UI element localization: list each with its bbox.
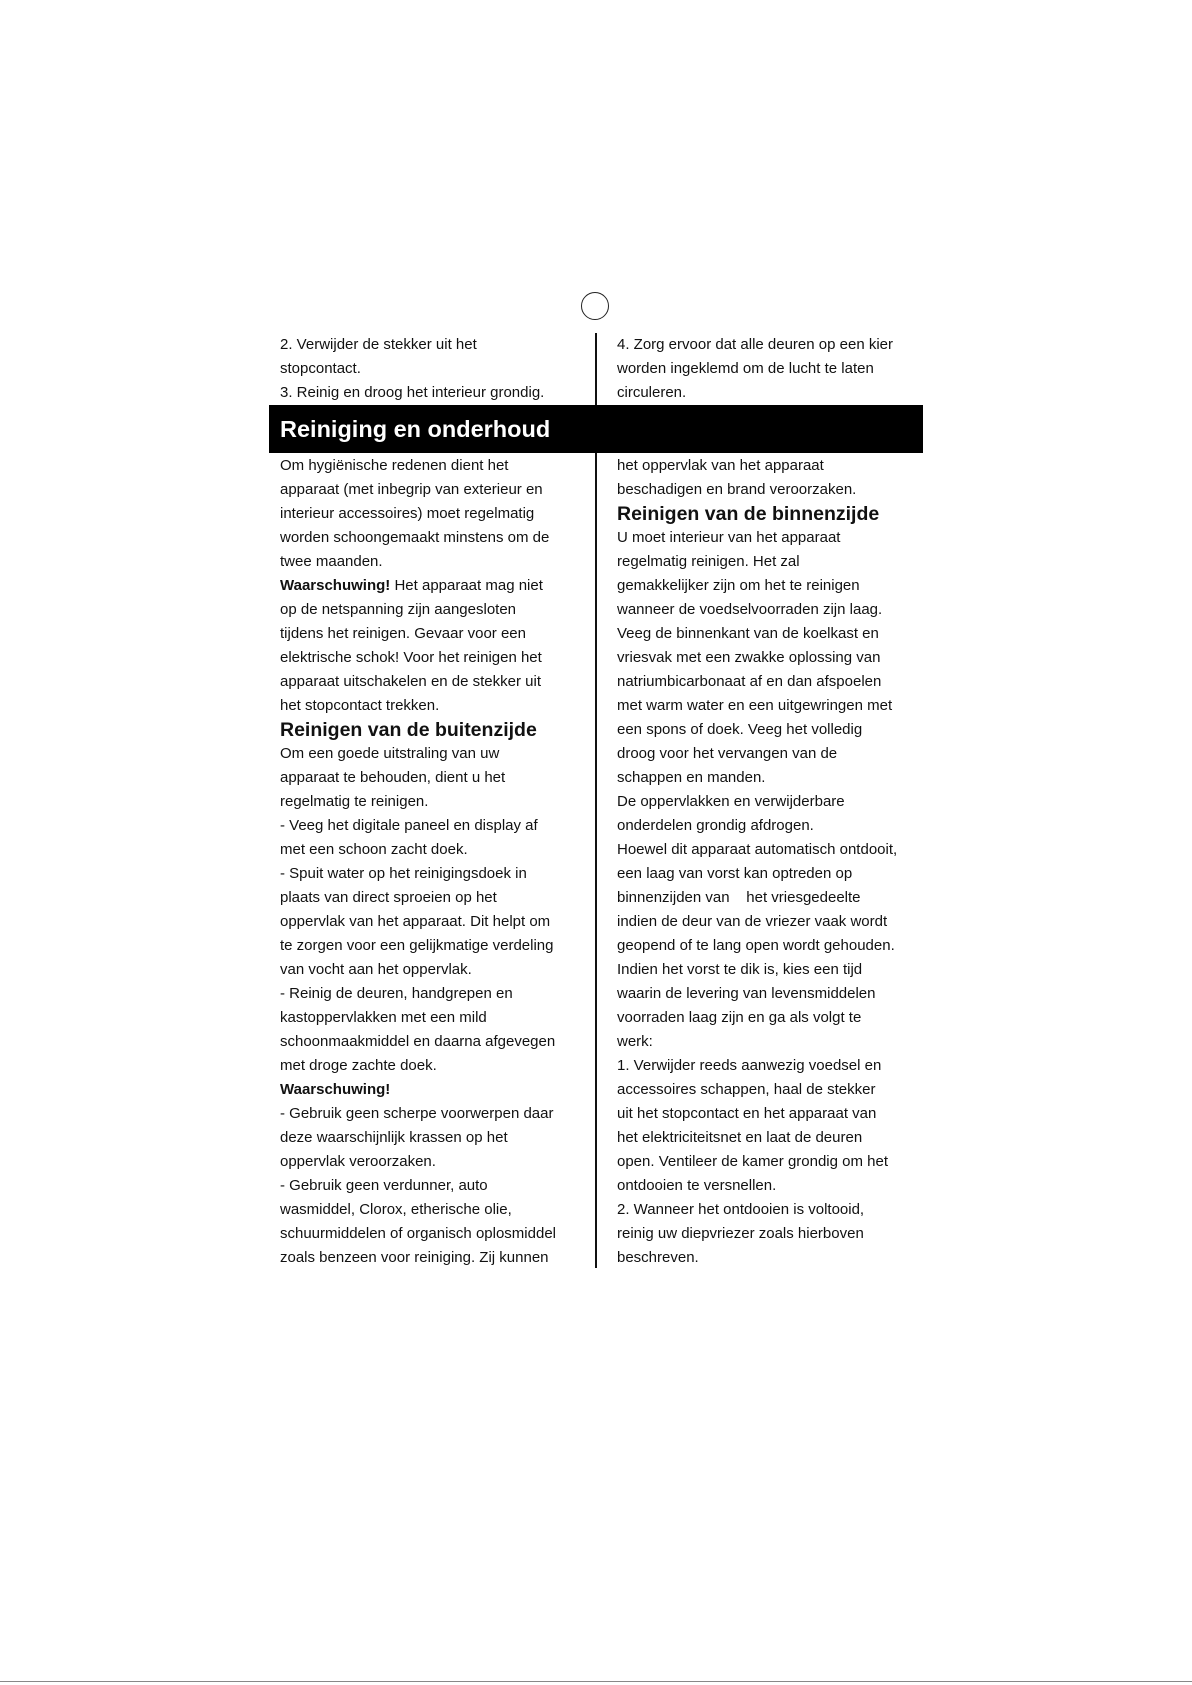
section-title: Reiniging en onderhoud bbox=[280, 416, 551, 442]
text-line: worden ingeklemd om de lucht te laten bbox=[617, 360, 874, 377]
left-column bbox=[280, 454, 580, 1270]
text-line: binnenzijden van het vriesgedeelte bbox=[617, 889, 861, 906]
text-line: beschreven. bbox=[617, 1249, 699, 1266]
right-column bbox=[617, 454, 922, 1270]
text-line: 2. Verwijder de stekker uit het bbox=[280, 336, 477, 353]
text-line: een laag van vorst kan optreden op bbox=[617, 865, 853, 882]
text-line: onderdelen grondig afdrogen. bbox=[617, 817, 814, 834]
text-line: open. Ventileer de kamer grondig om het bbox=[617, 1153, 889, 1170]
text-line: regelmatig reinigen. Het zal bbox=[617, 553, 800, 570]
text-line: met warm water en een uitgewringen met bbox=[617, 697, 893, 714]
text-line: - Reinig de deuren, handgrepen en bbox=[280, 985, 513, 1002]
text-line: - Spuit water op het reinigingsdoek in bbox=[280, 865, 527, 882]
column-divider-main bbox=[595, 453, 597, 1268]
text-line: op de netspanning zijn aangesloten bbox=[280, 601, 517, 618]
text-line: Veeg de binnenkant van de koelkast en bbox=[617, 625, 879, 642]
text-line: tijdens het reinigen. Gevaar voor een bbox=[280, 625, 526, 642]
text-line: plaats van direct sproeien op het bbox=[280, 889, 497, 906]
column-divider-top bbox=[595, 333, 597, 405]
text-line: wasmiddel, Clorox, etherische olie, bbox=[280, 1201, 512, 1218]
text-line: apparaat te behouden, dient u het bbox=[280, 769, 506, 786]
text-line: worden schoongemaakt minstens om de bbox=[280, 529, 550, 546]
text-line: te zorgen voor een gelijkmatige verdeling bbox=[280, 937, 554, 954]
text-line: schoonmaakmiddel en daarna afgevegen bbox=[280, 1033, 556, 1050]
text-line: - Veeg het digitale paneel en display af bbox=[280, 817, 538, 834]
warning-label: Waarschuwing! bbox=[280, 577, 391, 594]
text-line: van vocht aan het oppervlak. bbox=[280, 961, 472, 978]
text-line: natriumbicarbonaat af en dan afspoelen bbox=[617, 673, 882, 690]
text-line: zoals benzeen voor reiniging. Zij kunnen bbox=[280, 1249, 549, 1266]
text-line: het oppervlak van het apparaat bbox=[617, 457, 824, 474]
warning-line bbox=[280, 1078, 580, 1102]
text-line: regelmatig te reinigen. bbox=[280, 793, 429, 810]
warning-line bbox=[280, 574, 580, 598]
text-line: het stopcontact trekken. bbox=[280, 697, 440, 714]
page-bottom-rule bbox=[0, 1681, 1192, 1682]
text-line: - Gebruik geen verdunner, auto bbox=[280, 1177, 488, 1194]
text-line: waarin de levering van levensmiddelen bbox=[617, 985, 876, 1002]
text-line: Hoewel dit apparaat automatisch ontdooit, bbox=[617, 841, 898, 858]
text-line: Om hygiënische redenen dient het bbox=[280, 457, 509, 474]
text-line: oppervlak van het apparaat. Dit helpt om bbox=[280, 913, 551, 930]
text-line: accessoires schappen, haal de stekker bbox=[617, 1081, 876, 1098]
text-line: beschadigen en brand veroorzaken. bbox=[617, 481, 857, 498]
text-line: ontdooien te versnellen. bbox=[617, 1177, 777, 1194]
text-line: circuleren. bbox=[617, 384, 687, 401]
text-line: U moet interieur van het apparaat bbox=[617, 529, 841, 546]
text-line: schappen en manden. bbox=[617, 769, 766, 786]
text-line: uit het stopcontact en het apparaat van bbox=[617, 1105, 877, 1122]
text-line: indien de deur van de vriezer vaak wordt bbox=[617, 913, 888, 930]
heading-interior: Reinigen van de binnenzijde bbox=[617, 503, 880, 525]
text-line: stopcontact. bbox=[280, 360, 361, 377]
text-line: Indien het vorst te dik is, kies een tijd bbox=[617, 961, 863, 978]
text-span: Het apparaat mag niet bbox=[390, 577, 543, 594]
text-line: De oppervlakken en verwijderbare bbox=[617, 793, 845, 810]
heading-exterior: Reinigen van de buitenzijde bbox=[280, 719, 537, 741]
text-line: apparaat uitschakelen en de stekker uit bbox=[280, 673, 541, 690]
text-line: droog voor het vervangen van de bbox=[617, 745, 838, 762]
text-line: Om een goede uitstraling van uw bbox=[280, 745, 500, 762]
text-line: schuurmiddelen of organisch oplosmiddel bbox=[280, 1225, 556, 1242]
text-line: 3. Reinig en droog het interieur grondig. bbox=[280, 384, 545, 401]
text-line: kastoppervlakken met een mild bbox=[280, 1009, 487, 1026]
text-line: het elektriciteitsnet en laat de deuren bbox=[617, 1129, 863, 1146]
text-line: vriesvak met een zwakke oplossing van bbox=[617, 649, 881, 666]
text-line: gemakkelijker zijn om het te reinigen bbox=[617, 577, 860, 594]
text-line: 1. Verwijder reeds aanwezig voedsel en bbox=[617, 1057, 882, 1074]
text-line: voorraden laag zijn en ga als volgt te bbox=[617, 1009, 862, 1026]
warning-label: Waarschuwing! bbox=[280, 1081, 391, 1098]
text-line: reinig uw diepvriezer zoals hierboven bbox=[617, 1225, 864, 1242]
top-right-text bbox=[617, 333, 922, 405]
text-line: deze waarschijnlijk krassen op het bbox=[280, 1129, 508, 1146]
page-marker-circle bbox=[581, 292, 609, 320]
top-left-text bbox=[280, 333, 580, 405]
text-line: - Gebruik geen scherpe voorwerpen daar bbox=[280, 1105, 554, 1122]
section-title-banner bbox=[269, 405, 923, 453]
text-line: oppervlak veroorzaken. bbox=[280, 1153, 436, 1170]
text-line: met droge zachte doek. bbox=[280, 1057, 437, 1074]
text-line: geopend of te lang open wordt gehouden. bbox=[617, 937, 895, 954]
text-line: wanneer de voedselvoorraden zijn laag. bbox=[617, 601, 883, 618]
text-line: een spons of doek. Veeg het volledig bbox=[617, 721, 863, 738]
text-line: werk: bbox=[617, 1033, 653, 1050]
text-line: met een schoon zacht doek. bbox=[280, 841, 468, 858]
text-line: elektrische schok! Voor het reinigen het bbox=[280, 649, 542, 666]
text-line: interieur accessoires) moet regelmatig bbox=[280, 505, 535, 522]
text-line: 4. Zorg ervoor dat alle deuren op een kier bbox=[617, 336, 893, 353]
text-line: apparaat (met inbegrip van exterieur en bbox=[280, 481, 543, 498]
text-line: 2. Wanneer het ontdooien is voltooid, bbox=[617, 1201, 865, 1218]
text-line: twee maanden. bbox=[280, 553, 383, 570]
